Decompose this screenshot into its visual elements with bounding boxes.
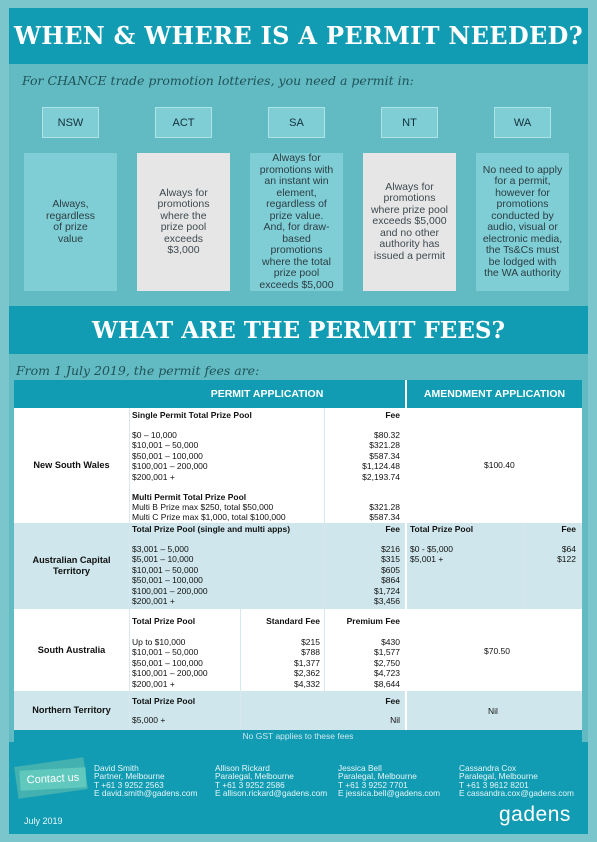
column-divider — [524, 523, 525, 609]
contact-name: David Smith — [94, 763, 139, 773]
act-title: Total Prize Pool (single and multi apps) — [132, 524, 291, 534]
amendment-application-header: AMENDMENT APPLICATION — [407, 380, 582, 408]
fees-table — [14, 380, 582, 730]
contact-role: Paralegal, Melbourne — [459, 771, 538, 782]
nsw-fee-label: Fee — [385, 410, 400, 420]
column-divider — [405, 380, 407, 730]
contact-email[interactable]: E allison.rickard@gadens.com — [215, 788, 328, 799]
contact-phone[interactable]: T +61 3 9252 7701 — [338, 779, 408, 790]
state-nt: NT — [381, 107, 438, 138]
page-title: WHEN & WHERE IS A PERMIT NEEDED? — [13, 21, 584, 50]
nt-requirement — [363, 153, 456, 291]
contact-david-smith — [94, 764, 197, 798]
contact-phone[interactable]: T +61 3 9252 2563 — [94, 779, 164, 790]
nt-fee-label: Fee — [385, 696, 400, 706]
header-banner — [9, 8, 588, 64]
act-state: Australian Capital Territory — [32, 555, 111, 576]
fees-banner — [9, 306, 588, 354]
nt-range: $5,000 + — [132, 715, 166, 725]
contact-cassandra-cox — [459, 764, 574, 798]
contact-email[interactable]: E david.smith@gadens.com — [94, 788, 198, 799]
nsw-single-ranges: $0 – 10,000 $10,001 – 50,000 $50,001 – 100,000 $100,001 – 200,000 $200,001 + — [132, 430, 208, 482]
sa-premium-label: Premium Fee — [346, 616, 400, 626]
contact-name: Allison Rickard — [215, 763, 270, 773]
permit-application-header — [14, 380, 405, 408]
column-divider — [129, 408, 130, 730]
nsw-multi-ranges: Multi B Prize max $250, total $50,000 Multi C Prize max $1,000, total $100,000 — [132, 502, 286, 523]
nt-amend-fee: Nil — [488, 706, 498, 716]
contact-name: Cassandra Cox — [459, 763, 517, 773]
column-divider — [324, 408, 325, 523]
act-amend-fees: $64 $122 — [557, 544, 576, 565]
act-amend-fee-label: Fee — [561, 524, 576, 534]
sa-standard-label: Standard Fee — [266, 616, 320, 626]
act-requirement — [137, 153, 230, 291]
nsw-multi-fees: $321.28 $587.34 — [369, 502, 400, 523]
contact-allison-rickard — [215, 764, 327, 798]
act-fee-label: Fee — [385, 524, 400, 534]
nt-requirement-text: Always for promotions where prize pool exceeds $5,000 and no other authority has issued a permit — [370, 180, 449, 262]
state-nsw: NSW — [42, 107, 99, 138]
act-fees: $216 $315 $605 $864 $1,724 $3,456 — [374, 544, 400, 607]
fees-intro: From 1 July 2019, the permit fees are: — [16, 363, 260, 378]
nsw-single-title: Single Permit Total Prize Pool — [132, 410, 252, 420]
fees-title: WHAT ARE THE PERMIT FEES? — [92, 317, 505, 344]
nt-state: Northern Territory — [32, 705, 111, 715]
sa-requirement — [250, 153, 343, 291]
state-act: ACT — [155, 107, 212, 138]
contact-email[interactable]: E jessica.bell@gadens.com — [338, 788, 441, 799]
sa-title: Total Prize Pool — [132, 616, 196, 626]
contact-role: Paralegal, Melbourne — [215, 771, 294, 782]
contact-phone[interactable]: T +61 3 9252 2586 — [215, 779, 285, 790]
wa-requirement — [476, 153, 569, 291]
act-requirement-text: Always for promotions where the prize pool exceeds $3,000 — [157, 186, 210, 256]
wa-requirement-text: No need to apply for a permit, however for promotions conducted by audio, visual or electronic media, the Ts&Cs must be lodged with the WA authority — [482, 163, 563, 279]
column-divider — [324, 523, 325, 609]
nsw-state: New South Wales — [33, 460, 110, 470]
nsw-multi-title: Multi Permit Total Prize Pool — [132, 492, 247, 502]
nsw-amend-fee: $100.40 — [484, 460, 515, 470]
permit-intro: For CHANCE trade promotion lotteries, you need a permit in: — [22, 73, 414, 88]
sa-standard-fees: $215 $788 $1,377 $2,362 $4,332 — [294, 637, 320, 689]
contact-name: Jessica Bell — [338, 763, 382, 773]
gadens-logo: gadens — [499, 803, 571, 826]
act-amend-ranges: $0 - $5,000 $5,001 + — [410, 544, 454, 565]
contact-jessica-bell — [338, 764, 440, 798]
gst-note: No GST applies to these fees — [14, 730, 582, 742]
contact-email[interactable]: E cassandra.cox@gadens.com — [459, 788, 574, 799]
nsw-requirement — [24, 153, 117, 291]
sa-state: South Australia — [37, 644, 106, 655]
column-divider — [240, 609, 241, 730]
state-wa: WA — [494, 107, 551, 138]
sa-requirement-text: Always for promotions with an instant win element, regardless of prize value. And, for draw- based promotions where the total prize pool exceeds $5,000 — [259, 152, 334, 291]
contact-phone[interactable]: T +61 3 9612 8201 — [459, 779, 529, 790]
publication-date: July 2019 — [24, 816, 63, 826]
act-ranges: $3,001 – 5,000 $5,001 – 10,000 $10,001 – 50,000 $50,001 – 100,000 $100,001 – 200,000 $200,001 + — [132, 544, 208, 607]
contact-role: Paralegal, Melbourne — [338, 771, 417, 782]
permit-application-header-label: PERMIT APPLICATION — [210, 388, 324, 400]
nsw-single-fees: $80.32 $321.28 $587.34 $1,124.48 $2,193.74 — [362, 430, 400, 482]
contact-us-badge: Contact us — [20, 767, 87, 790]
state-sa: SA — [268, 107, 325, 138]
sa-ranges: Up to $10,000 $10,001 – 50,000 $50,001 – 100,000 $100,001 – 200,000 $200,001 + — [132, 637, 208, 689]
nsw-requirement-text: Always, regardless of prize value — [45, 198, 96, 245]
sa-amend-fee: $70.50 — [484, 646, 510, 656]
sa-premium-fees: $430 $1,577 $2,750 $4,723 $8,644 — [374, 637, 400, 689]
contact-role: Partner, Melbourne — [94, 771, 165, 782]
column-divider — [324, 609, 325, 691]
nt-fee: Nil — [390, 715, 400, 725]
nt-title: Total Prize Pool — [132, 696, 196, 706]
act-amend-title: Total Prize Pool — [410, 524, 474, 534]
